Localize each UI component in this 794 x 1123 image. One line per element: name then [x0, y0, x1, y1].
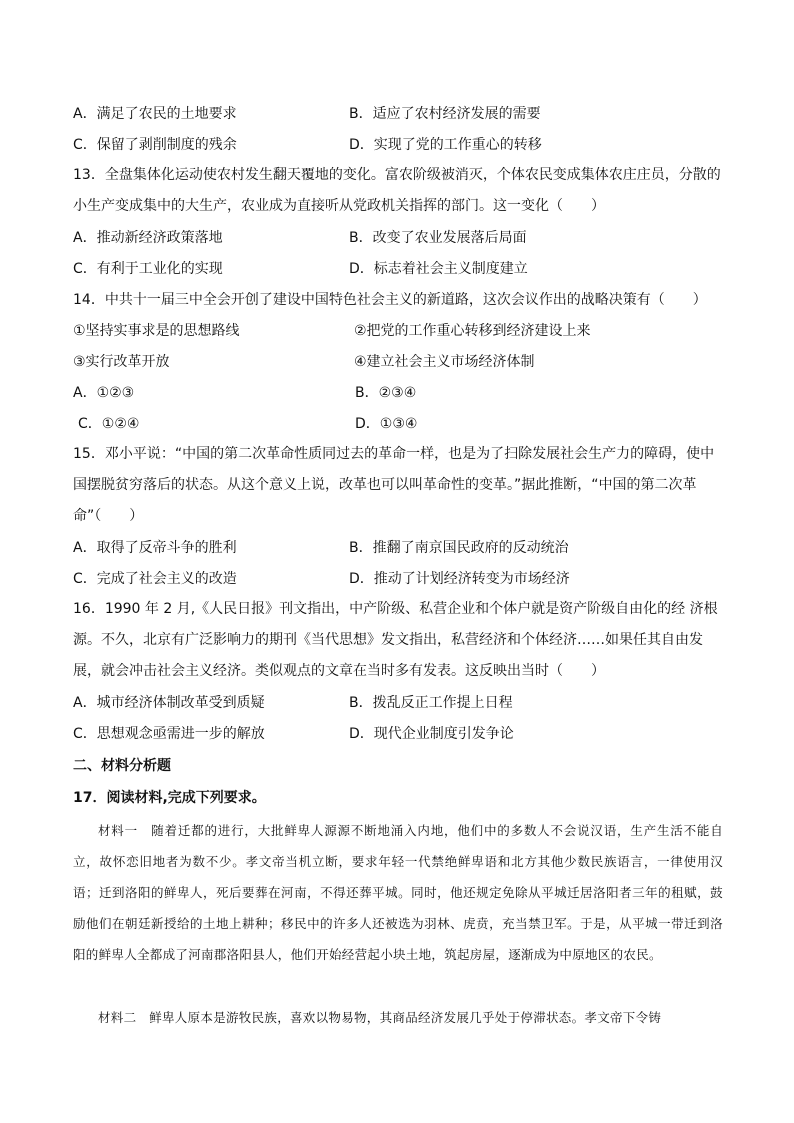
q12-option-d: D．实现了党的工作重心的转移 [349, 137, 542, 153]
q14-item-3: ③实行改革开放 [73, 354, 170, 370]
q14-option-b: B．②③④ [355, 385, 417, 401]
q13-option-d: D．标志着社会主义制度建立 [349, 261, 528, 277]
q16-option-d: D．现代企业制度引发争论 [349, 726, 514, 742]
q16-option-b: B．拨乱反正工作提上日程 [349, 695, 513, 711]
q16-option-c: C．思想观念亟需进一步的解放 [73, 726, 265, 742]
q14-option-d: D．①③④ [355, 416, 418, 432]
q15-option-a: A．取得了反帝斗争的胜利 [73, 540, 237, 556]
q17-title: 17．阅读材料,完成下列要求。 [73, 790, 266, 806]
q12-option-a: A．满足了农民的土地要求 [73, 106, 237, 122]
q13-option-a: A．推动新经济政策落地 [73, 230, 223, 246]
q13-stem: 13．全盘集体化运动使农村发生翻天覆地的变化。富农阶级被消灭，个体农民变成集体农庄庄员，分散的小生产变成集中的大生产，农业成为直接听从党政机关指挥的部门。这一变化（ ） [73, 167, 721, 214]
q14-stem: 14．中共十一届三中全会开创了建设中国特色社会主义的新道路，这次会议作出的战略决策有（ ） [73, 292, 707, 308]
q14-item-2: ②把党的工作重心转移到经济建设上来 [354, 323, 591, 339]
q14-option-a: A．①②③ [73, 385, 135, 401]
q14-option-c: C．①②④ [78, 416, 140, 432]
q14-item-4: ④建立社会主义市场经济体制 [354, 354, 535, 370]
q13-option-b: B．改变了农业发展落后局面 [349, 230, 527, 246]
q13-option-c: C．有利于工业化的实现 [73, 261, 223, 277]
q12-option-c: C．保留了剥削制度的残余 [73, 137, 237, 153]
q12-option-b: B．适应了农村经济发展的需要 [349, 106, 541, 122]
q15-stem: 15．邓小平说：“中国的第二次革命性质同过去的革命一样，也是为了扫除发展社会生产力的障碍，使中国摆脱贫穷落后的状态。从这个意义上说，改革也可以叫革命性的变革。”据此推断，“中国的第二次革命”（ ） [73, 446, 715, 524]
material-1: 材料一 随着迁都的进行，大批鲜卑人源源不断地涌入内地，他们中的多数人不会说汉语，生产生活不能自立，故怀恋旧地者为数不少。孝文帝当机立断，要求年轻一代禁绝鲜卑语和北方其他少数民族语言，一律使用汉语；迁到洛阳的鲜卑人，死后要葬在河南，不得还葬平城。同时，他还规定免除从平城迁居洛阳者三年的租赋，鼓励他们在朝廷新授给的土地上耕种；移民中的许多人还被选为羽林、虎贲，充当禁卫军。于是，从平城一带迁到洛阳的鲜卑人全都成了河南郡洛阳县人，他们开始经营起小块土地，筑起房屋，逐渐成为中原地区的农民。 [73, 823, 723, 962]
q14-item-1: ①坚持实事求是的思想路线 [73, 323, 240, 339]
q16-option-a: A．城市经济体制改革受到质疑 [73, 695, 265, 711]
q15-option-c: C．完成了社会主义的改造 [73, 571, 237, 587]
q16-stem: 16．1990 年 2 月,《人民日报》刊文指出，中产阶级、私营企业和个体户就是资产阶级自由化的经 济根源。不久，北京有广泛影响力的期刊《当代思想》发文指出，私营经济和个体经济……如果任其自由发展，就会冲击社会主义经济。类似观点的文章在当时多有发表。这反映出当时（ ） [73, 601, 718, 679]
material-2: 材料二 鲜卑人原本是游牧民族，喜欢以物易物，其商品经济发展几乎处于停滞状态。孝文帝下令铸 [98, 1010, 662, 1025]
section-title: 二、材料分析题 [73, 758, 171, 774]
q15-option-b: B．推翻了南京国民政府的反动统治 [349, 540, 569, 556]
q15-option-d: D．推动了计划经济转变为市场经济 [349, 571, 570, 587]
